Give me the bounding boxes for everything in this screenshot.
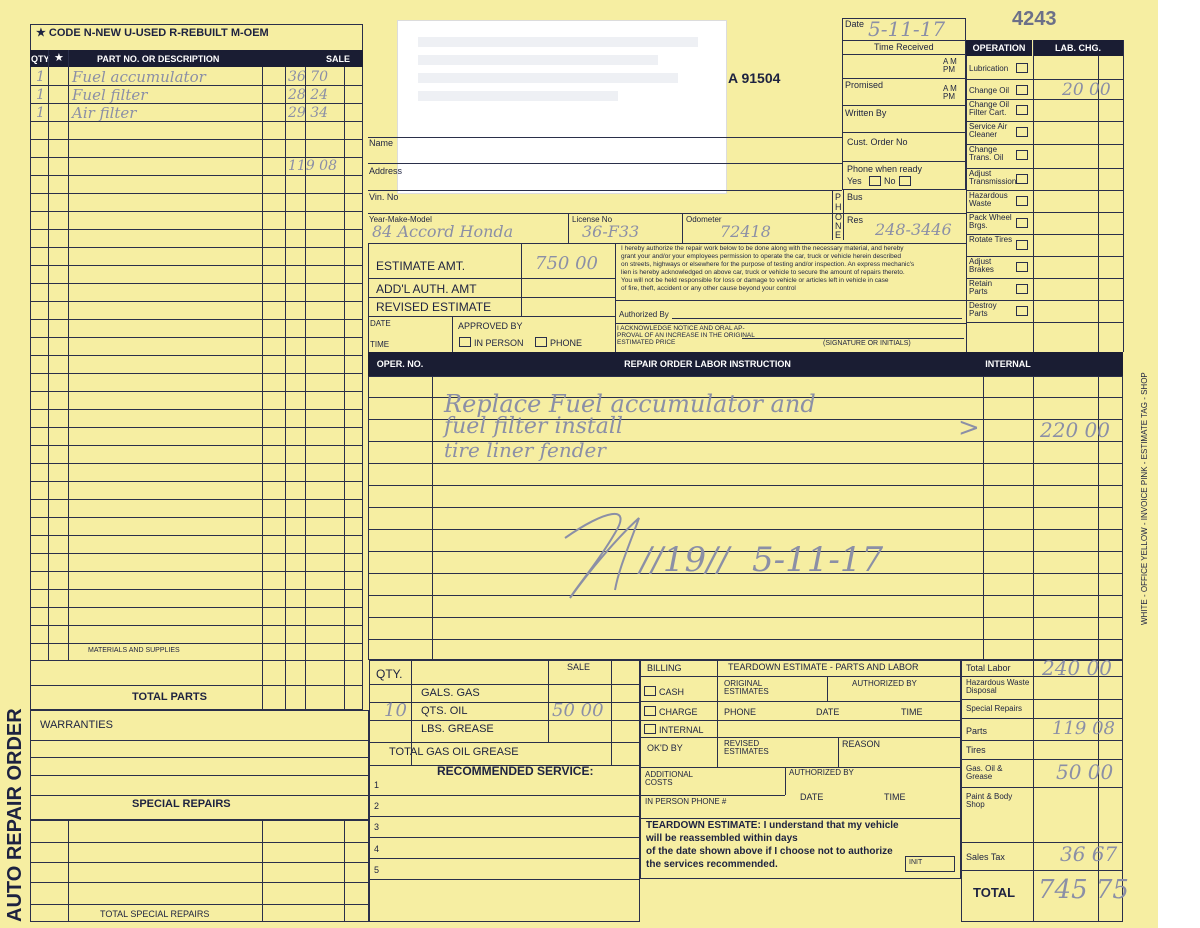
labor-line-2: fuel filter install: [444, 414, 623, 439]
am-label: A M: [943, 57, 957, 66]
change-oil-charge: 20 00: [1062, 80, 1111, 100]
gas-row-line: [369, 795, 640, 796]
acknowledge-line: I ACKNOWLEDGE NOTICE AND ORAL AP-: [617, 325, 745, 332]
order-number: A 91504: [728, 70, 781, 86]
in-person-label: IN PERSON: [474, 338, 524, 348]
customer-line: [368, 190, 842, 191]
operation-item: Adjust Transmission: [969, 169, 1017, 187]
rec-num: 5: [374, 865, 380, 875]
cash-checkbox[interactable]: [644, 686, 656, 696]
parts-row-line: [30, 499, 363, 500]
okd-by-label: OK'D BY: [647, 743, 683, 753]
operation-col-line: [966, 56, 967, 352]
parts-row-line: [30, 409, 363, 410]
part-3-desc: Air filter: [72, 104, 137, 122]
parts-row-line: [30, 571, 363, 572]
parts-row-line: [30, 445, 363, 446]
parts-row-line: [30, 229, 363, 230]
billing-col-line: [838, 737, 839, 767]
part-2-desc: Fuel filter: [72, 86, 148, 104]
parts-row-line: [30, 607, 363, 608]
labor-row-line: [368, 573, 1123, 574]
written-by-label: Written By: [845, 108, 887, 118]
license-label: License No: [572, 215, 613, 224]
parts-row-line: [30, 517, 363, 518]
res-label: Res: [847, 215, 864, 225]
special-col-line: [262, 820, 263, 922]
labor-line-3: tire liner fender: [444, 438, 606, 462]
parts-row-line: [30, 535, 363, 536]
warranty-line: [30, 775, 369, 776]
promised-label: Promised: [845, 80, 884, 90]
total-parts-label: TOTAL PARTS: [132, 691, 207, 703]
billing-row-line: [640, 676, 961, 677]
billing-row-line: [640, 720, 961, 721]
operation-item: Lubrication: [969, 64, 1009, 73]
totals-row-line: [961, 740, 1123, 741]
rec-num: 4: [374, 844, 380, 854]
gas-row-line: [369, 684, 640, 685]
date-field-label: DATE: [370, 319, 391, 328]
date-label-2: DATE: [816, 707, 840, 717]
labor-signature-date: 5-11-17: [752, 540, 884, 580]
approved-by-label: APPROVED BY: [458, 321, 523, 331]
parts-row-line: [30, 553, 363, 554]
billing-row-line: [640, 737, 961, 738]
in-person-phone: IN PERSON PHONE #: [645, 797, 727, 806]
operation-item: Destroy Parts: [969, 301, 997, 319]
oper-no-header: OPER. NO.: [368, 352, 432, 376]
stamped-number: 4243: [1012, 8, 1057, 30]
warranty-line: [30, 757, 369, 758]
acknowledge-line: PROVAL OF AN INCREASE IN THE ORIGINAL: [617, 332, 755, 339]
operation-row-line: [966, 322, 1123, 323]
time-label-2: TIME: [901, 707, 923, 717]
parts-row-line: [30, 481, 363, 482]
cash-label: CASH: [659, 687, 685, 697]
gas-oil-total-value: 50 00: [1056, 760, 1114, 784]
totals-row-line: [961, 676, 1123, 677]
header-line: [842, 161, 966, 162]
technician-signature-text: //19//: [640, 540, 730, 580]
total-special-label: TOTAL SPECIAL REPAIRS: [100, 909, 210, 919]
labor-row-line: [368, 485, 1123, 486]
phone-checkbox[interactable]: [535, 337, 547, 347]
phone-letter: N: [835, 221, 842, 231]
estimate-amt-value: 750 00: [535, 253, 598, 274]
operation-item: Service Air Cleaner: [969, 122, 1008, 140]
parts-row-line: [30, 589, 363, 590]
total-label: TOTAL: [973, 885, 1016, 900]
no-checkbox[interactable]: [899, 176, 911, 186]
operation-item: Change Oil: [969, 86, 1010, 95]
parts-row-line: [30, 319, 363, 320]
revised-estimate-label: REVISED ESTIMATE: [376, 300, 492, 314]
labor-row-line: [368, 639, 1123, 640]
labor-row-line: [368, 551, 1123, 552]
am-label: A M: [943, 84, 957, 93]
operation-checkbox[interactable]: [1016, 105, 1028, 115]
special-col-line: [68, 820, 69, 922]
date-value: 5-11-17: [868, 17, 946, 41]
authorization-line: of fire, theft, accident or any other cause beyond your control: [621, 285, 796, 292]
special-repairs-total-label: Special Repairs: [966, 704, 1023, 713]
copy-legend: WHITE - OFFICE YELLOW - INVOICE PINK - ESTIMATE TAG - SHOP: [1140, 372, 1149, 625]
estimate-line: [615, 243, 616, 352]
labor-arrow: >: [958, 413, 980, 443]
odometer-divider: [682, 213, 683, 243]
phone-letter: O: [835, 212, 843, 222]
parts-row-line: [30, 660, 363, 661]
billing-row-line: [640, 818, 961, 819]
gas-row-line: [369, 720, 640, 721]
labor-instruction-header: REPAIR ORDER LABOR INSTRUCTION: [432, 352, 983, 376]
part-3-qty: 1: [36, 105, 45, 121]
teardown-header: TEARDOWN ESTIMATE - PARTS AND LABOR: [728, 662, 919, 672]
customer-line: [368, 213, 966, 214]
name-label: Name: [369, 138, 394, 148]
internal-header: INTERNAL: [983, 352, 1033, 376]
teardown-text-1: TEARDOWN ESTIMATE: I understand that my vehicle: [646, 820, 899, 831]
labor-row-line: [368, 463, 1123, 464]
operation-item: Adjust Brakes: [969, 257, 994, 275]
operation-checkbox[interactable]: [1016, 240, 1028, 250]
estimate-line: [368, 278, 615, 279]
gas-row-line: [369, 879, 640, 880]
parts-qty-header: QTY: [31, 54, 50, 64]
parts-subtotal: 119 08: [288, 158, 337, 174]
header-line: [842, 40, 966, 41]
warranty-line: [30, 795, 369, 796]
date-label: Date: [845, 19, 865, 29]
gas-col-line: [548, 660, 549, 742]
gas-col-line: [611, 660, 612, 765]
additional-costs: ADDITIONAL COSTS: [645, 770, 693, 788]
part-1-sale: 36 70: [288, 69, 329, 85]
totals-row-line: [961, 787, 1123, 788]
ymm-value: 84 Accord Honda: [372, 222, 514, 241]
teardown-text-2: will be reassembled within days: [646, 833, 798, 844]
parts-col-line: [285, 67, 286, 710]
parts-row-line: [30, 355, 363, 356]
time-label-3: TIME: [884, 792, 906, 802]
part-2-sale: 28 24: [288, 87, 329, 103]
billing-col-line: [827, 676, 828, 701]
in-person-checkbox[interactable]: [459, 337, 471, 347]
time-field-label: TIME: [370, 340, 390, 349]
phone-letter: E: [835, 230, 842, 240]
total-labor-value: 240 00: [1042, 656, 1112, 680]
parts-total-value: 119 08: [1052, 718, 1115, 739]
materials-label: MATERIALS AND SUPPLIES: [88, 647, 180, 654]
paint-body-label: Paint & Body Shop: [966, 792, 1013, 810]
gas-row-line: [369, 816, 640, 817]
yes-checkbox[interactable]: [869, 176, 881, 186]
total-labor-label: Total Labor: [966, 663, 1011, 673]
authorization-line: You will not be held responsible for loss or damage to vehicle or articles left in vehicle in case: [621, 277, 889, 284]
internal-label: INTERNAL: [659, 725, 704, 735]
charge-label: CHARGE: [659, 707, 698, 717]
lbs-grease-label: LBS. GREASE: [421, 723, 494, 735]
license-value: 36-F33: [582, 222, 640, 241]
authorized-by-label: Authorized By: [619, 310, 669, 319]
phone-letter: P: [835, 192, 842, 202]
parts-row-line: [30, 427, 363, 428]
header-line: [842, 105, 966, 106]
special-row-line: [30, 862, 369, 863]
operation-item: Pack Wheel Brgs.: [969, 213, 1012, 231]
signature-label: (SIGNATURE OR INITIALS): [823, 340, 911, 347]
gas-oil-total-label: Gas. Oil & Grease: [966, 764, 1003, 782]
labor-row-line: [368, 529, 1123, 530]
part-2-qty: 1: [36, 87, 45, 103]
phone-divider: [832, 190, 833, 240]
estimate-line: [368, 316, 615, 317]
customer-line: [368, 163, 842, 164]
init-label: INIT: [909, 859, 923, 866]
gas-row-line: [369, 837, 640, 838]
rec-num: 2: [374, 801, 380, 811]
authorization-line: I hereby authorize the repair work below to be done along with the necessary material, and hereby: [621, 245, 904, 252]
parts-row-line: [30, 625, 363, 626]
operation-col-line: [1123, 40, 1124, 352]
special-repairs-label: SPECIAL REPAIRS: [132, 798, 231, 810]
operation-item: Retain Parts: [969, 279, 993, 297]
odometer-value: 72418: [720, 222, 771, 241]
estimate-line: [615, 300, 966, 301]
time-received-label: Time Received: [874, 42, 934, 52]
address-label: Address: [369, 166, 403, 176]
cust-order-label: Cust. Order No: [847, 137, 908, 147]
estimate-line: [368, 297, 615, 298]
phone-divider: [843, 190, 844, 240]
authorized-by-2: AUTHORIZED BY: [789, 768, 854, 777]
estimate-line: [615, 323, 966, 324]
gas-row-line: [369, 858, 640, 859]
authorized-by-1: AUTHORIZED BY: [852, 679, 917, 688]
sales-tax-label: Sales Tax: [966, 852, 1005, 862]
warranty-line: [30, 740, 369, 741]
parts-row-line: [30, 373, 363, 374]
gas-row-line: [369, 742, 640, 743]
lab-charge-header: LAB. CHG.: [1033, 40, 1123, 56]
teardown-text-4: the services recommended.: [646, 859, 778, 870]
header-line: [842, 54, 966, 55]
parts-star-header: ★: [54, 52, 64, 64]
part-3-sale: 29 34: [288, 105, 329, 121]
parts-row-line: [30, 643, 363, 644]
operation-checkbox[interactable]: [1016, 85, 1028, 95]
parts-row-line: [30, 211, 363, 212]
gals-gas-label: GALS. GAS: [421, 687, 480, 699]
authorization-line: on streets, highways or elsewhere for the purpose of testing and/or inspection. An express mechanic's: [621, 261, 915, 268]
operation-checkbox[interactable]: [1016, 63, 1028, 73]
phone-label-2: PHONE: [724, 707, 757, 717]
date-label-3: DATE: [800, 792, 824, 802]
parts-desc-header: PART NO. OR DESCRIPTION: [97, 54, 220, 64]
form-title: AUTO REPAIR ORDER: [4, 708, 26, 922]
signature-line: [672, 318, 962, 319]
part-1-desc: Fuel accumulator: [72, 68, 206, 86]
address-sticker: [397, 20, 727, 194]
vin-label: Vin. No: [369, 192, 399, 202]
special-row-line: [30, 842, 369, 843]
rec-num: 3: [374, 822, 380, 832]
total-gas-oil-label: TOTAL GAS OIL GREASE: [389, 746, 519, 758]
total-value: 745 75: [1038, 875, 1129, 905]
sales-tax-value: 36 67: [1060, 842, 1118, 866]
warranties-label: WARRANTIES: [40, 719, 113, 731]
parts-row-line: [30, 193, 363, 194]
gas-sale-header: SALE: [567, 662, 591, 672]
operation-checkbox[interactable]: [1016, 127, 1028, 137]
parts-total-label: Parts: [966, 726, 988, 736]
parts-row-line: [30, 265, 363, 266]
labor-charge-header: [1033, 352, 1123, 376]
yes-label: Yes: [847, 176, 862, 186]
totals-row-line: [961, 699, 1123, 700]
operation-checkbox[interactable]: [1016, 306, 1028, 316]
estimate-line: [521, 243, 522, 316]
acknowledge-line: ESTIMATED PRICE: [617, 339, 676, 346]
pm-label: PM: [943, 92, 955, 101]
recommended-service-label: RECOMMENDED SERVICE:: [437, 764, 594, 778]
operation-item: Rotate Tires: [969, 235, 1013, 244]
internal-checkbox[interactable]: [644, 724, 656, 734]
addl-auth-label: ADD'L AUTH. AMT: [376, 282, 477, 296]
res-value: 248-3446: [875, 220, 952, 239]
parts-row-line: [30, 139, 363, 140]
authorization-line: lien is hereby acknowledged on above car, truck or vehicle to secure the amount of repairs thereto.: [621, 269, 905, 276]
special-col-line: [344, 820, 345, 922]
customer-line: [368, 137, 842, 138]
billing-label: BILLING: [647, 663, 682, 673]
odometer-label: Odometer: [686, 215, 722, 224]
reason-label: REASON: [842, 739, 881, 749]
phone-letter: H: [835, 202, 842, 212]
billing-row-line: [640, 701, 961, 702]
tires-label: Tires: [966, 745, 986, 755]
phone-label: PHONE: [550, 338, 583, 348]
billing-row-line: [640, 795, 785, 796]
original-estimates: ORIGINAL ESTIMATES: [724, 679, 769, 697]
parts-col-line: [262, 67, 263, 710]
operation-checkbox[interactable]: [1016, 284, 1028, 294]
operation-checkbox[interactable]: [1016, 218, 1028, 228]
signature-line: [742, 338, 964, 339]
parts-row-line: [30, 247, 363, 248]
operation-checkbox[interactable]: [1016, 174, 1028, 184]
authorization-line: grant your and/or your employees permission to operate the car, truck or vehicle herein described: [621, 253, 902, 260]
hazardous-label: Hazardous Waste Disposal: [966, 678, 1030, 696]
technician-signature: [535, 498, 655, 603]
parts-row-line: [30, 175, 363, 176]
parts-row-line: [30, 301, 363, 302]
charge-checkbox[interactable]: [644, 706, 656, 716]
part-1-qty: 1: [36, 69, 45, 85]
estimate-line: [368, 243, 966, 244]
ymm-label: Year-Make-Model: [369, 215, 432, 224]
labor-row-line: [368, 617, 1123, 618]
special-row-line: [30, 904, 369, 905]
header-line: [842, 78, 966, 79]
parts-row-line: [30, 463, 363, 464]
operation-col-line: [1033, 40, 1034, 352]
labor-row-line: [368, 507, 1123, 508]
qts-oil-label: QTS. OIL: [421, 705, 468, 717]
operation-item: Change Oil Filter Cart.: [969, 100, 1010, 118]
codes-line: ★ CODE N-NEW U-USED R-REBUILT M-OEM: [36, 27, 269, 39]
operation-item: Hazardous Waste: [969, 191, 1008, 209]
qts-oil-qty: 10: [384, 700, 407, 721]
header-line: [842, 132, 966, 133]
labor-charge-value: 220 00: [1040, 418, 1110, 442]
parts-row-line: [30, 685, 363, 686]
revised-estimates: REVISED ESTIMATES: [724, 739, 769, 757]
special-row-line: [30, 882, 369, 883]
labor-line-1: Replace Fuel accumulator and: [444, 390, 816, 418]
pm-label: PM: [943, 65, 955, 74]
operation-col-line: [1098, 56, 1099, 352]
operation-item: Change Trans. Oil: [969, 145, 1004, 163]
labor-row-line: [368, 595, 1123, 596]
bus-label: Bus: [847, 192, 863, 202]
special-repairs-box: [30, 820, 369, 922]
operation-checkbox[interactable]: [1016, 262, 1028, 272]
gas-qty-header: QTY.: [376, 667, 403, 681]
totals-row-line: [961, 870, 1123, 871]
operation-checkbox[interactable]: [1016, 196, 1028, 206]
teardown-text-3: of the date shown above if I choose not to authorize: [646, 846, 893, 857]
parts-col-line: [344, 67, 345, 710]
billing-col-line: [785, 767, 786, 795]
parts-row-line: [30, 337, 363, 338]
rec-num: 1: [374, 780, 380, 790]
no-label: No: [884, 176, 896, 186]
parts-row-line: [30, 283, 363, 284]
parts-sale-header: SALE: [326, 54, 351, 64]
estimate-line: [452, 316, 453, 352]
operation-header: OPERATION: [966, 40, 1032, 56]
estimate-amt-label: ESTIMATE AMT.: [376, 259, 466, 273]
operation-checkbox[interactable]: [1016, 150, 1028, 160]
qts-oil-sale: 50 00: [552, 700, 604, 721]
parts-row-line: [30, 391, 363, 392]
license-divider: [568, 213, 569, 243]
phone-ready-label: Phone when ready: [847, 164, 923, 174]
